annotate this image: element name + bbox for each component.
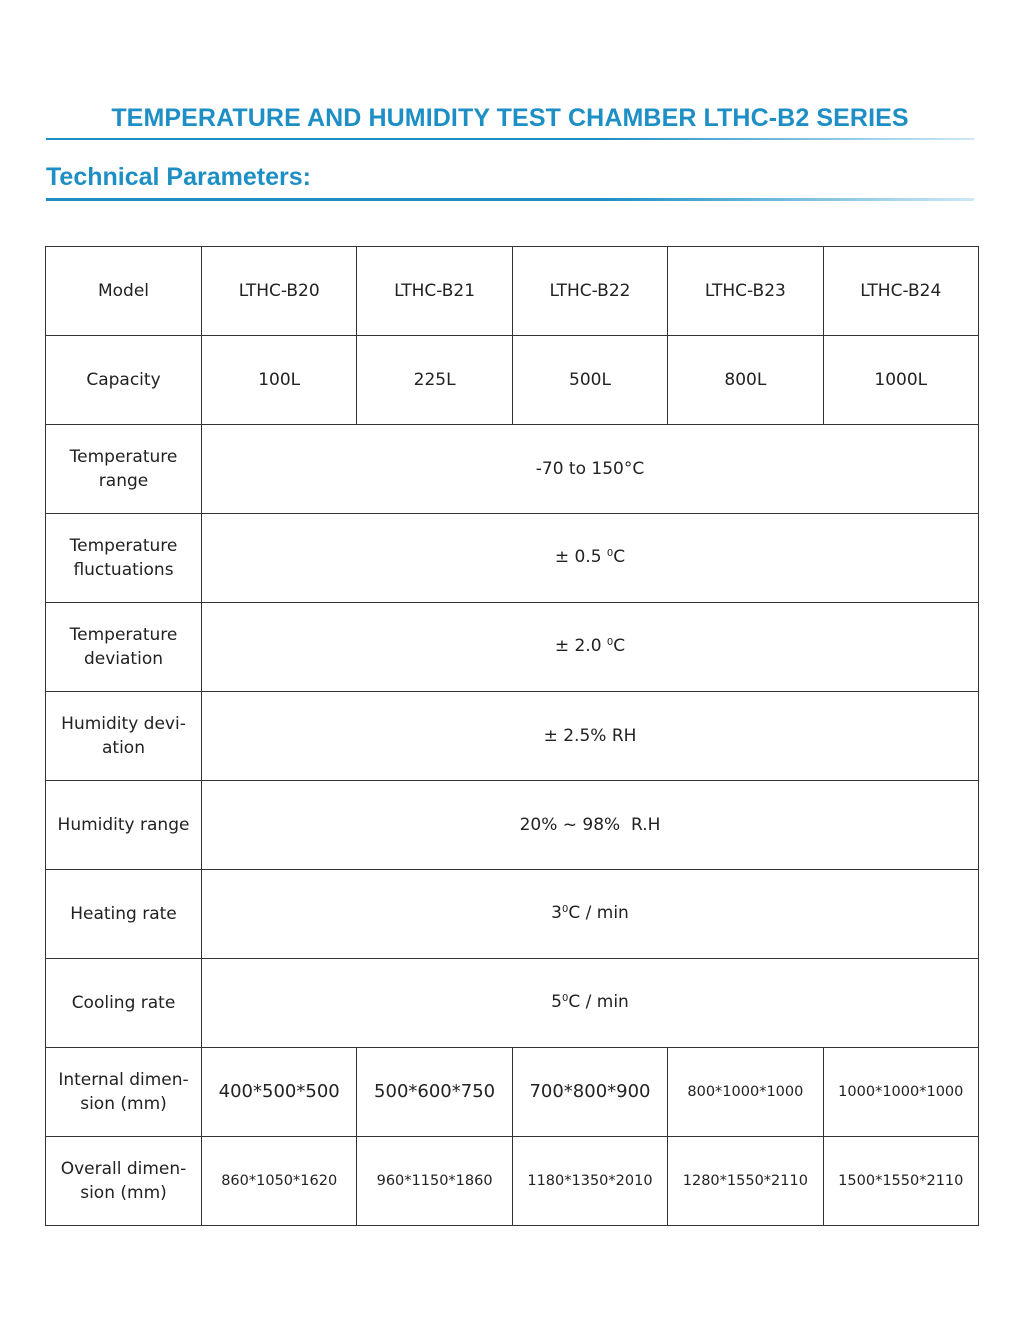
row-label-model: Model <box>46 247 202 336</box>
section-title: Technical Parameters: <box>46 163 311 191</box>
value-prefix: ± 0.5 <box>554 546 607 567</box>
row-label-cooling-rate: Cooling rate <box>46 959 202 1048</box>
overall-dimension-cell: 1180*1350*2010 <box>512 1137 667 1226</box>
title-divider <box>46 138 974 140</box>
table-row-humidity-range <box>46 781 979 870</box>
row-label-overall-dimension <box>46 1137 202 1226</box>
technical-parameters-table <box>45 246 979 1226</box>
label-line: range <box>98 471 149 491</box>
cooling-rate-value <box>202 959 979 1048</box>
label-line: Temperature <box>69 447 178 467</box>
row-label-internal-dimension <box>46 1048 202 1137</box>
table-row-internal-dimension <box>46 1048 979 1137</box>
table-row-temperature-fluctuations <box>46 514 979 603</box>
temperature-range-value: -70 to 150°C <box>202 425 979 514</box>
model-cell: LTHC-B24 <box>823 247 978 336</box>
label-line: sion (mm) <box>80 1094 167 1114</box>
model-cell: LTHC-B20 <box>202 247 357 336</box>
internal-dimension-cell: 800*1000*1000 <box>668 1048 823 1137</box>
page-title: TEMPERATURE AND HUMIDITY TEST CHAMBER LTHC-B2 SERIES <box>111 104 909 132</box>
table-row-overall-dimension <box>46 1137 979 1226</box>
humidity-deviation-value: ± 2.5% RH <box>202 692 979 781</box>
overall-dimension-cell: 860*1050*1620 <box>202 1137 357 1226</box>
temperature-deviation-value <box>202 603 979 692</box>
temperature-fluctuations-value <box>202 514 979 603</box>
value-superscript: 0 <box>606 636 614 648</box>
table-row-cooling-rate <box>46 959 979 1048</box>
row-label-temperature-range <box>46 425 202 514</box>
heating-rate-value <box>202 870 979 959</box>
internal-dimension-cell: 700*800*900 <box>512 1048 667 1137</box>
value-superscript: 0 <box>561 992 569 1004</box>
label-line: Temperature <box>69 536 178 556</box>
table-row-temperature-range <box>46 425 979 514</box>
label-line: Internal dimen- <box>58 1070 189 1090</box>
label-line: Humidity devi- <box>61 714 186 734</box>
capacity-cell: 100L <box>202 336 357 425</box>
capacity-cell: 500L <box>512 336 667 425</box>
row-label-temperature-fluctuations <box>46 514 202 603</box>
model-cell: LTHC-B22 <box>512 247 667 336</box>
value-prefix: 3 <box>551 902 562 923</box>
capacity-cell: 225L <box>357 336 512 425</box>
row-label-humidity-range: Humidity range <box>46 781 202 870</box>
table-row-humidity-deviation <box>46 692 979 781</box>
table-row-model <box>46 247 979 336</box>
overall-dimension-cell: 1500*1550*2110 <box>823 1137 978 1226</box>
capacity-cell: 1000L <box>823 336 978 425</box>
label-line: deviation <box>83 649 163 669</box>
label-line: sion (mm) <box>80 1183 167 1203</box>
value-suffix: C <box>613 546 626 567</box>
model-cell: LTHC-B23 <box>668 247 823 336</box>
model-cell: LTHC-B21 <box>357 247 512 336</box>
table-row-capacity <box>46 336 979 425</box>
row-label-heating-rate: Heating rate <box>46 870 202 959</box>
humidity-range-value: 20% ~ 98% R.H <box>202 781 979 870</box>
label-line: fluctuations <box>73 560 174 580</box>
internal-dimension-cell: 400*500*500 <box>202 1048 357 1137</box>
label-line: Overall dimen- <box>60 1159 187 1179</box>
value-prefix: ± 2.0 <box>554 635 607 656</box>
value-suffix: C / min <box>568 991 629 1012</box>
row-label-temperature-deviation <box>46 603 202 692</box>
internal-dimension-cell: 500*600*750 <box>357 1048 512 1137</box>
section-divider <box>46 198 974 201</box>
overall-dimension-cell: 960*1150*1860 <box>357 1137 512 1226</box>
table-row-temperature-deviation <box>46 603 979 692</box>
table-row-heating-rate <box>46 870 979 959</box>
value-superscript: 0 <box>561 903 569 915</box>
capacity-cell: 800L <box>668 336 823 425</box>
label-line: ation <box>102 738 145 758</box>
internal-dimension-cell: 1000*1000*1000 <box>823 1048 978 1137</box>
value-superscript: 0 <box>606 547 614 559</box>
value-suffix: C / min <box>568 902 629 923</box>
overall-dimension-cell: 1280*1550*2110 <box>668 1137 823 1226</box>
row-label-capacity: Capacity <box>46 336 202 425</box>
value-prefix: 5 <box>551 991 562 1012</box>
value-suffix: C <box>613 635 626 656</box>
row-label-humidity-deviation <box>46 692 202 781</box>
label-line: Temperature <box>69 625 178 645</box>
